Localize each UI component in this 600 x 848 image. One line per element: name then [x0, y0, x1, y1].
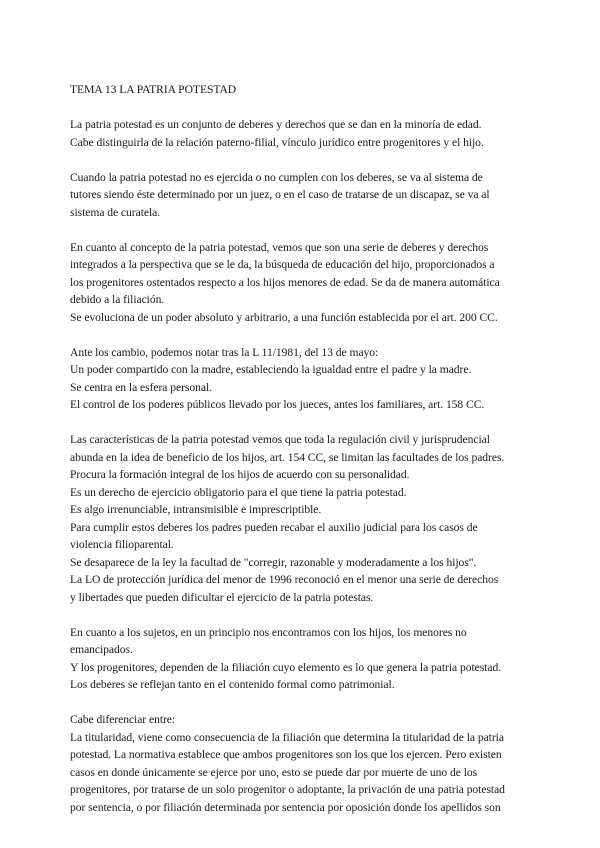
- text-line: tutores siendo éste determinado por un juez, o en el caso de tratarse de un discapaz, se va al: [70, 188, 490, 201]
- paragraph: [70, 344, 532, 414]
- paragraph: [70, 431, 532, 606]
- text-line: Los deberes se reflejan tanto en el contenido formal como patrimonial.: [70, 678, 395, 691]
- text-line: Un poder compartido con la madre, estableciendo la igualdad entre el padre y la madre.: [70, 363, 472, 376]
- text-line: La patria potestad es un conjunto de deberes y derechos que se dan en la minoría de edad.: [70, 118, 482, 131]
- text-line: Las características de la patria potestad vemos que toda la regulación civil y jurisprudencial: [70, 433, 490, 446]
- paragraph: [70, 239, 532, 327]
- paragraph: [70, 169, 532, 222]
- text-line: progenitores, por tratarse de un solo progenitor o adoptante, la privación de una patria potestad: [70, 783, 505, 796]
- page-title: TEMA 13 LA PATRIA POTESTAD: [70, 83, 237, 96]
- text-line: por sentencia, o por filiación determinada por sentencia por oposición donde los apellidos son: [70, 800, 501, 814]
- text-line: Procura la formación integral de los hijos de acuerdo con su personalidad.: [70, 468, 410, 481]
- text-line: casos en donde únicamente se ejerce por uno, esto se puede dar por muerte de uno de los: [70, 765, 478, 779]
- text-line: potestad. La normativa establece que ambos progenitores son los que los ejercen. Pero existen: [70, 748, 502, 761]
- text-line: Se centra en la esfera personal.: [70, 380, 212, 394]
- text-line: Se evoluciona de un poder absoluto y arbitrario, a una función establecida por el art. 200 CC.: [70, 310, 498, 324]
- text-line: Ante los cambio, podemos notar tras la L 11/1981, del 13 de mayo:: [70, 345, 379, 359]
- text-line: Y los progenitores, dependen de la filiación cuyo elemento es lo que genera la patria potestad.: [70, 660, 502, 674]
- text-line: Cabe distinguirla de la relación paterno-filial, vínculo jurídico entre progenitores y el hijo.: [70, 135, 484, 149]
- text-line: abunda en la idea de beneficio de los hijos, art. 154 CC, se limitan las facultades de los padres.: [70, 450, 505, 464]
- text-line: debido a la filiación.: [70, 293, 165, 306]
- text-line: sistema de curatela.: [70, 205, 161, 219]
- document-body: [70, 81, 532, 834]
- text-line: La titularidad, viene como consecuencia de la filiación que determina la titularidad de la patria: [70, 730, 504, 744]
- text-line: Cabe diferenciar entre:: [70, 713, 176, 726]
- text-line: El control de los poderes públicos llevado por los jueces, antes los familiares, art. 158 CC.: [70, 398, 485, 411]
- text-line: Es un derecho de ejercicio obligatorio para el que tiene la patria potestad.: [70, 485, 407, 499]
- text-line: Para cumplir estos deberes los padres pueden recabar el auxilio judicial para los casos de: [70, 520, 478, 534]
- text-line: emancipados.: [70, 643, 133, 656]
- text-line: Es algo irrenunciable, intransmisible e imprescriptible.: [70, 503, 322, 516]
- paragraph: [70, 624, 532, 694]
- paragraph: [70, 711, 532, 816]
- text-line: y libertades que pueden dificultar el ejercicio de la patria potestas.: [70, 590, 374, 604]
- text-line: Cuando la patria potestad no es ejercida o no cumplen con los deberes, se va al sistema de: [70, 170, 483, 184]
- text-line: La LO de protección jurídica del menor de 1996 reconoció en el menor una serie de derechos: [70, 573, 499, 586]
- text-line: Se desaparece de la ley la facultad de "corregir, razonable y moderadamente a los hijos".: [70, 555, 477, 569]
- text-line: integrados a la perspectiva que se le da, la búsqueda de educación del hijo, proporcionados a: [70, 258, 495, 271]
- text-line: violencia filioparental.: [70, 538, 174, 551]
- text-line: En cuanto a los sujetos, en un principio nos encontramos con los hijos, los menores no: [70, 625, 467, 639]
- text-line: En cuanto al concepto de la patria potestad, vemos que son una serie de deberes y derechos: [70, 240, 489, 254]
- paragraph: [70, 116, 532, 151]
- text-line: los progenitores ostentados respecto a los hijos menores de edad. Se da de manera automática: [70, 275, 500, 289]
